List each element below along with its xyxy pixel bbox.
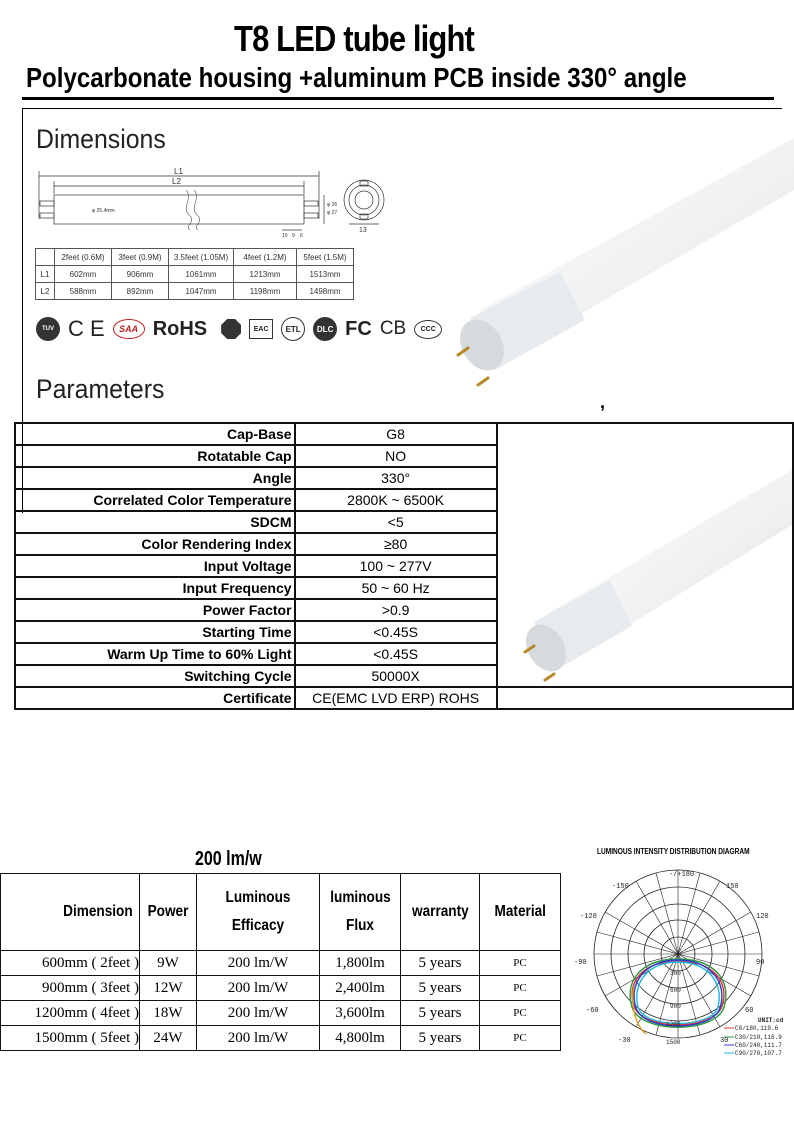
param-value: NO	[295, 445, 497, 467]
table-cell: 5 years	[401, 951, 480, 976]
table-row	[1, 874, 561, 951]
table-cell: 200 lm/W	[197, 1026, 320, 1051]
table-cell: 1213mm	[234, 266, 297, 283]
led-tube-image-2	[510, 440, 792, 690]
dimensions-table	[35, 248, 354, 300]
table-row	[1, 1026, 561, 1051]
ring-label: 300	[670, 970, 681, 977]
legend-entry: C0/180,119.6	[735, 1025, 779, 1032]
angle-label: 30	[720, 1037, 729, 1045]
drawing-d27-label: φ 27	[327, 210, 338, 216]
table-cell: 1200mm ( 4feet )	[1, 1001, 140, 1026]
angle-label: -/+180	[669, 871, 695, 879]
table-cell: 18W	[140, 1001, 197, 1026]
table-cell: 1,800lm	[320, 951, 401, 976]
led-tube-image	[440, 120, 794, 410]
cb-icon: CB	[379, 318, 407, 339]
param-name: Input Frequency	[15, 577, 295, 599]
lumen-table	[0, 873, 561, 1051]
saa-icon: SAA	[113, 319, 145, 339]
param-name: Input Voltage	[15, 555, 295, 577]
table-cell: PC	[480, 951, 561, 976]
legend-entry: C60/240,111.7	[735, 1042, 782, 1049]
param-name: SDCM	[15, 511, 295, 533]
param-value: 50000X	[295, 665, 497, 687]
drawing-d26-label: φ 26	[327, 202, 338, 208]
param-value: 50 ~ 60 Hz	[295, 577, 497, 599]
param-name: Angle	[15, 467, 295, 489]
parameters-heading: Parameters	[36, 374, 165, 404]
table-cell: PC	[480, 1001, 561, 1026]
angle-label: -60	[586, 1007, 599, 1015]
table-row	[1, 951, 561, 976]
drawing-pin-label: 6	[300, 233, 303, 239]
ccc-icon: CCC	[414, 320, 442, 339]
table-cell: 1061mm	[169, 266, 234, 283]
table-cell: L1	[36, 266, 55, 283]
param-name: Starting Time	[15, 621, 295, 643]
page-title: T8 LED tube light	[234, 18, 474, 59]
angle-label: 150	[726, 883, 739, 891]
table-cell: 892mm	[112, 283, 169, 300]
param-value: CE(EMC LVD ERP) ROHS	[295, 687, 497, 709]
table-header: Dimension	[1, 874, 140, 951]
rohs-icon: RoHS	[152, 317, 208, 340]
table-cell: 900mm ( 3feet )	[1, 976, 140, 1001]
table-cell: 906mm	[112, 266, 169, 283]
table-cell: 4feet (1.2M)	[234, 249, 297, 266]
table-row	[1, 976, 561, 1001]
header-divider	[22, 97, 774, 100]
gs-icon	[221, 319, 241, 339]
table-cell: PC	[480, 976, 561, 1001]
param-value: 330°	[295, 467, 497, 489]
angle-label: 120	[756, 913, 769, 921]
table-cell: 3,600lm	[320, 1001, 401, 1026]
table-cell: 12W	[140, 976, 197, 1001]
empty-cell	[497, 687, 793, 709]
angle-label: -30	[618, 1037, 631, 1045]
table-header: Power	[140, 874, 197, 951]
angle-label: -120	[580, 913, 597, 921]
table-cell: 3feet (0.9M)	[112, 249, 169, 266]
table-header: warranty	[401, 874, 480, 951]
legend-entry: C30/210,116.9	[735, 1034, 782, 1041]
polar-diagram-title: LUMINOUS INTENSITY DISTRIBUTION DIAGRAM	[597, 847, 750, 856]
param-value: 2800K ~ 6500K	[295, 489, 497, 511]
table-cell: 24W	[140, 1026, 197, 1051]
legend-entry: C90/270,107.7	[735, 1050, 782, 1057]
table-cell: 5feet (1.5M)	[297, 249, 354, 266]
table-cell: 200 lm/W	[197, 1001, 320, 1026]
table-cell: 1047mm	[169, 283, 234, 300]
param-value: <0.45S	[295, 643, 497, 665]
param-value: >0.9	[295, 599, 497, 621]
param-name: Correlated Color Temperature	[15, 489, 295, 511]
drawing-pin-label: 10	[282, 233, 288, 239]
drawing-l2-label: L2	[172, 177, 181, 186]
table-cell: 9W	[140, 951, 197, 976]
table-cell: 588mm	[55, 283, 112, 300]
page-subtitle: Polycarbonate housing +aluminum PCB inside 330° angle	[26, 62, 687, 93]
table-header: Luminous Efficacy	[197, 874, 320, 951]
table-cell: 4,800lm	[320, 1026, 401, 1051]
fc-icon: FC	[345, 317, 372, 340]
param-value: <0.45S	[295, 621, 497, 643]
param-name: Rotatable Cap	[15, 445, 295, 467]
table-cell: 602mm	[55, 266, 112, 283]
tuv-icon: TUV	[36, 317, 60, 341]
param-name: Certificate	[15, 687, 295, 709]
ring-label: 1500	[666, 1039, 681, 1046]
etl-icon: ETL	[281, 317, 305, 341]
eac-icon: EAC	[249, 319, 273, 339]
drawing-width-label: 13	[359, 227, 367, 234]
table-cell: 5 years	[401, 1001, 480, 1026]
angle-label: 90	[756, 959, 765, 967]
frame-top-line	[22, 108, 782, 109]
param-name: Power Factor	[15, 599, 295, 621]
param-value: <5	[295, 511, 497, 533]
stray-mark: ,	[600, 392, 606, 412]
angle-label: -150	[612, 883, 629, 891]
table-cell: 3.5feet (1.05M)	[169, 249, 234, 266]
table-cell: 1513mm	[297, 266, 354, 283]
drawing-diameter-label: φ 25.4mm	[92, 208, 115, 214]
table-cell: 1198mm	[234, 283, 297, 300]
ce-icon: C E	[68, 316, 105, 341]
dlc-icon: DLC	[313, 317, 337, 341]
ring-label: 600	[670, 987, 681, 994]
table-cell: 5 years	[401, 1026, 480, 1051]
table-cell: 5 years	[401, 976, 480, 1001]
table-header: Material	[480, 874, 561, 951]
table-row	[1, 1001, 561, 1026]
table-row	[15, 687, 793, 709]
table-cell: 600mm ( 2feet )	[1, 951, 140, 976]
angle-label: 60	[745, 1007, 754, 1015]
dimension-drawing	[34, 164, 394, 242]
table-header: luminous Flux	[320, 874, 401, 951]
table-cell: L2	[36, 283, 55, 300]
ring-label: 1200	[666, 1021, 681, 1028]
angle-label: -90	[574, 959, 587, 967]
param-name: Warm Up Time to 60% Light	[15, 643, 295, 665]
table-row	[36, 283, 354, 300]
drawing-pin-label: 9	[292, 233, 295, 239]
certification-logos	[36, 314, 442, 344]
table-cell: 200 lm/W	[197, 976, 320, 1001]
param-name: Color Rendering Index	[15, 533, 295, 555]
polar-distribution-diagram	[574, 866, 794, 1061]
table-cell: 2,400lm	[320, 976, 401, 1001]
param-name: Switching Cycle	[15, 665, 295, 687]
table-cell: PC	[480, 1026, 561, 1051]
param-value: G8	[295, 423, 497, 445]
table-cell: 1500mm ( 5feet )	[1, 1026, 140, 1051]
param-name: Cap-Base	[15, 423, 295, 445]
table-cell: 1498mm	[297, 283, 354, 300]
param-value: ≥80	[295, 533, 497, 555]
drawing-l1-label: L1	[174, 167, 183, 176]
ring-label: 900	[670, 1003, 681, 1010]
unit-label: UNIT:cd	[758, 1017, 784, 1024]
table-cell: 200 lm/W	[197, 951, 320, 976]
table-row	[36, 266, 354, 283]
table-row	[36, 249, 354, 266]
table-cell: 2feet (0.6M)	[55, 249, 112, 266]
efficacy-title: 200 lm/w	[195, 848, 262, 870]
param-value: 100 ~ 277V	[295, 555, 497, 577]
table-cell	[36, 249, 55, 266]
dimensions-heading: Dimensions	[36, 124, 166, 154]
